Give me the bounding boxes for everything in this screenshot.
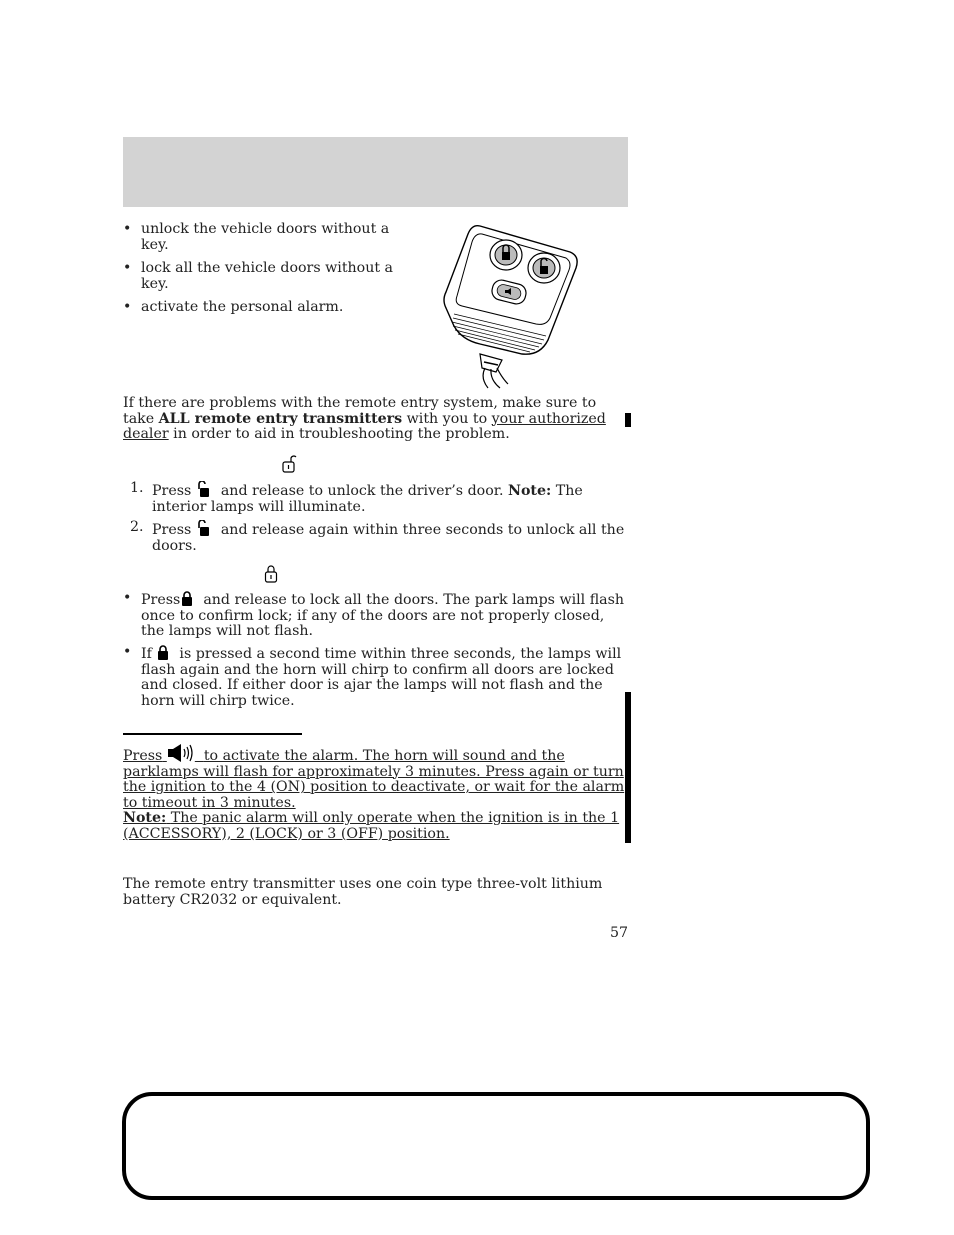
page-number: 57 [609, 925, 628, 941]
alarm-paragraph: Press to activate the alarm. The horn will sound and the parklamps will flash for approximately 3 minutes. Press again or turn the ignition to the 4 (ON) position to deactivate, or wait for the alarm to timeout in 3 minutes. [123, 743, 628, 811]
list-item: • activate the personal alarm. [123, 299, 344, 315]
key-fob-illustration [440, 222, 590, 392]
alarm-note: Note: The panic alarm will only operate when the ignition is in the 1 (ACCESSORY), 2 (LOCK) or 3 (OFF) position. [123, 810, 620, 842]
bullet: • [123, 590, 132, 606]
bullet: • [123, 221, 132, 237]
battery-paragraph: The remote entry transmitter uses one coin type three-volt lithium battery CR2032 or equivalent. [123, 876, 603, 908]
lock-icon [180, 591, 194, 607]
horn-icon [167, 743, 195, 763]
section-rule [123, 733, 302, 735]
unlock-icon [281, 454, 297, 474]
authorized-dealer-link[interactable]: your authorized dealer [123, 410, 606, 443]
lock-icon [264, 564, 278, 584]
list-item: 2. Press and release again within three seconds to unlock all the doors. [130, 519, 625, 554]
revision-bar [625, 413, 631, 427]
problems-paragraph: If there are problems with the remote entry system, make sure to take ALL remote entry transmitters with you to your authorized dealer in order to aid in troubleshooting the problem. [123, 395, 606, 443]
bullet: • [123, 299, 132, 315]
list-item: • lock all the vehicle doors without a key. [123, 260, 394, 292]
bullet: • [123, 644, 132, 660]
lock-icon [156, 645, 170, 661]
header-band [123, 137, 628, 207]
list-item: 1. Press and release to unlock the driver’s door. Note: The interior lamps will illuminate. [130, 480, 583, 515]
list-item: • unlock the vehicle doors without a key. [123, 221, 390, 253]
unlock-icon [196, 520, 212, 537]
footer-box [122, 1092, 870, 1200]
bullet: • [123, 260, 132, 276]
list-item: • Press and release to lock all the doors. The park lamps will flash once to confirm lock; if any of the doors are not properly closed, the lamps will not flash. [123, 590, 625, 640]
unlock-icon [196, 481, 212, 498]
list-item: • If is pressed a second time within three seconds, the lamps will flash again and the horn will chirp to confirm all doors are locked and closed. If either door is ajar the lamps will not flash and the horn will chirp twice. [123, 644, 622, 709]
